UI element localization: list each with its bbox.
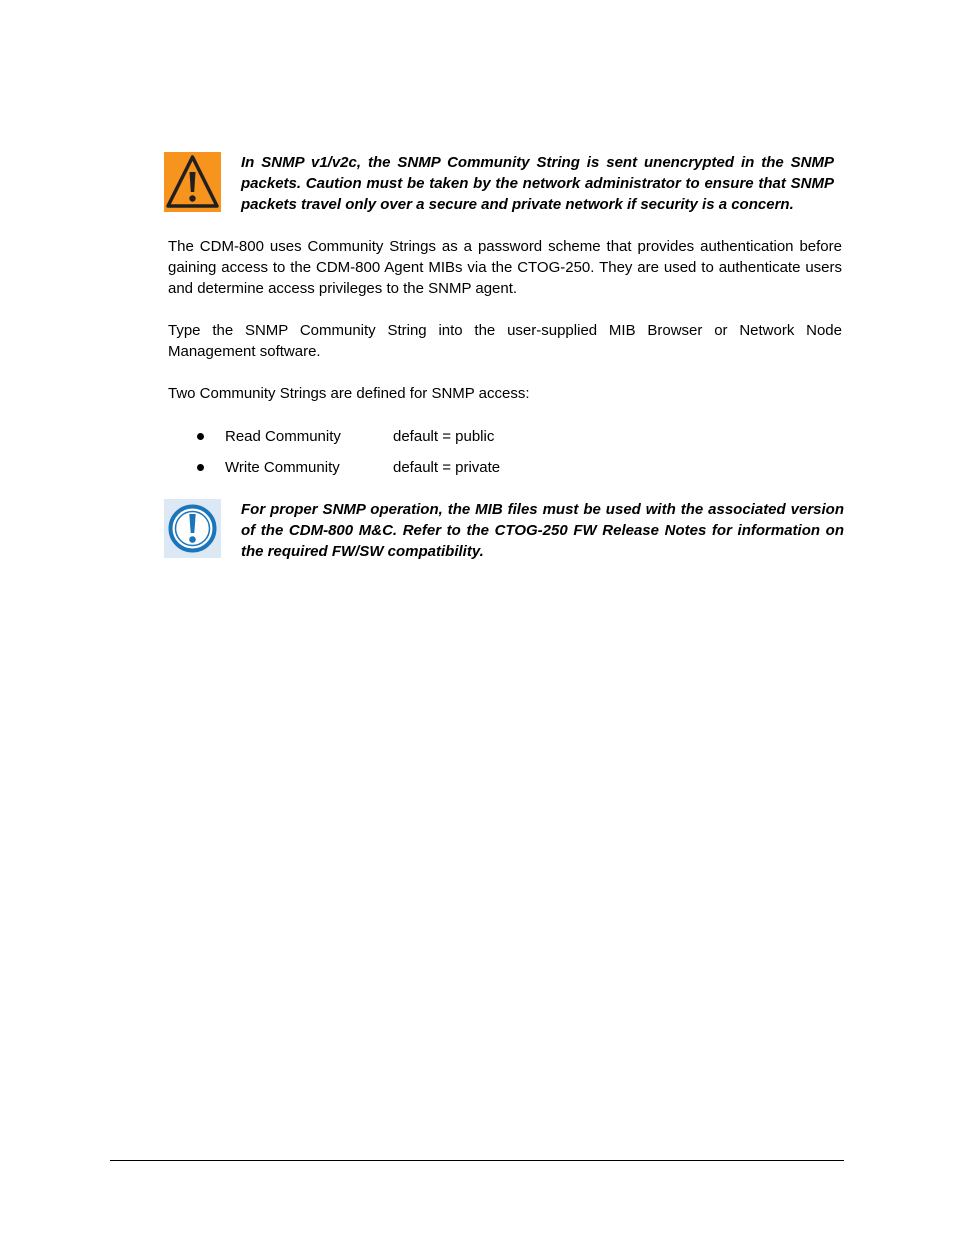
bullet-icon xyxy=(197,464,204,471)
caution-note xyxy=(164,152,844,216)
community-name: Read Community xyxy=(225,428,341,445)
footer-rule xyxy=(110,1160,844,1161)
list-item xyxy=(168,457,842,478)
bullet-icon xyxy=(197,433,204,440)
community-strings-lead-in: Two Community Strings are defined for SNMP access: xyxy=(168,385,530,402)
community-default: default = public xyxy=(393,428,495,445)
community-strings-intro: The CDM-800 uses Community Strings as a password scheme that provides authentication before gaining access to the CDM-800 Agent MIBs via the CTOG-250. They are used to authenticate users and determine access privileges to the SNMP agent. xyxy=(168,238,842,297)
community-string-instruction: Type the SNMP Community String into the user-supplied MIB Browser or Network Node Management software. xyxy=(168,322,842,360)
important-text: For proper SNMP operation, the MIB files must be used with the associated version of the CDM-800 M&C. Refer to the CTOG-250 FW Release Notes for information on the required FW/SW compatibility. xyxy=(241,501,844,560)
community-default: default = private xyxy=(393,459,501,476)
exclamation-circle-icon xyxy=(164,499,221,563)
community-name: Write Community xyxy=(225,459,340,476)
warning-triangle-icon xyxy=(164,152,221,217)
important-note xyxy=(164,499,844,563)
community-strings-list xyxy=(168,426,842,488)
list-item xyxy=(168,426,842,447)
caution-text: In SNMP v1/v2c, the SNMP Community String is sent unencrypted in the SNMP packets. Caution must be taken by the network administrator to ensure that SNMP packets travel only over a secure and private network if security is a concern. xyxy=(241,154,834,213)
